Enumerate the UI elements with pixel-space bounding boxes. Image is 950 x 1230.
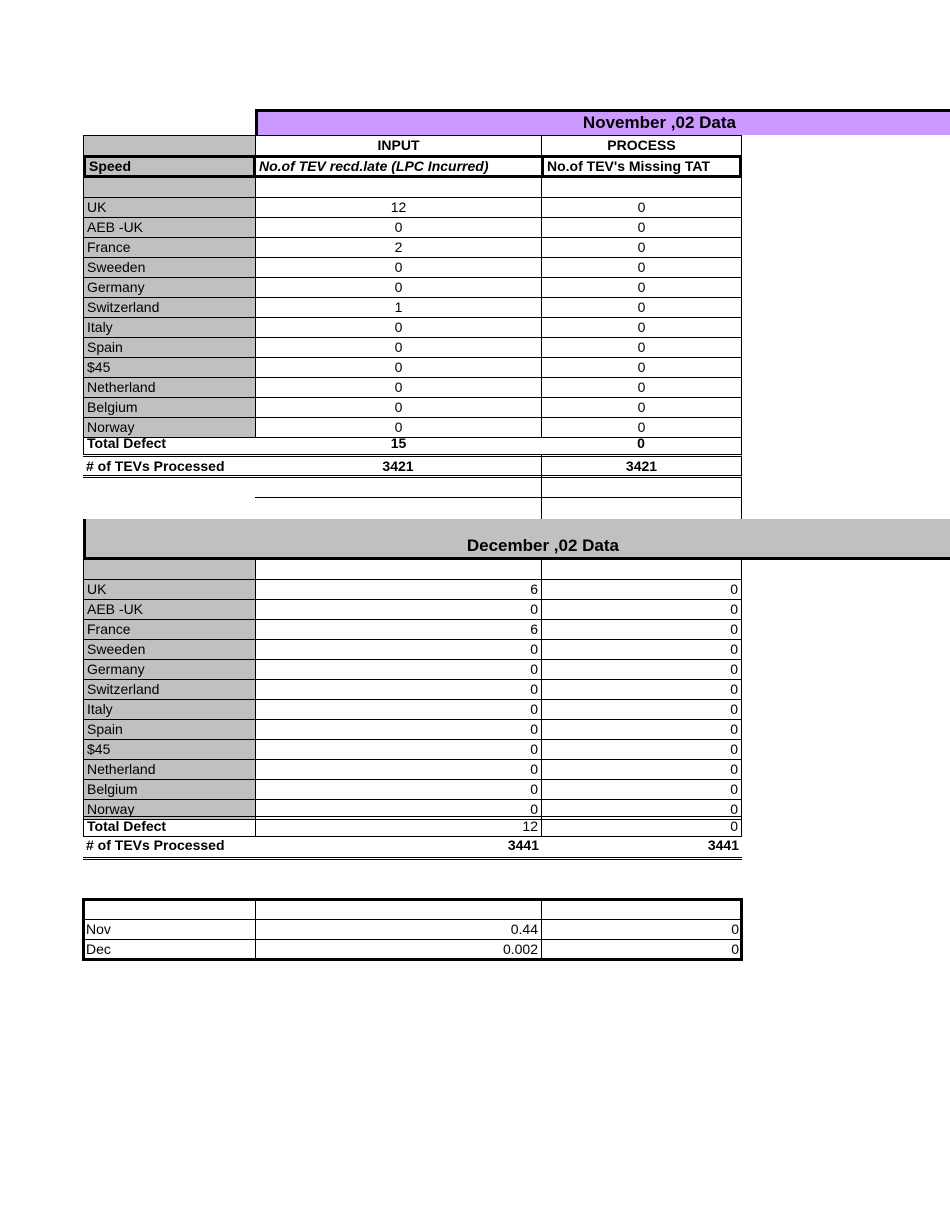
december-row-input: 0	[255, 659, 542, 680]
december-row-process: 0	[541, 739, 742, 760]
process-description: No.of TEV's Missing TAT	[541, 155, 742, 178]
november-row-process: 0	[541, 237, 742, 258]
december-row-input: 0	[255, 679, 542, 700]
november-row-process: 0	[541, 257, 742, 278]
december-row-process: 0	[541, 599, 742, 620]
summary-row-process: 0	[541, 939, 742, 960]
november-process-header: PROCESS	[541, 135, 742, 156]
summary-row-label: Nov	[83, 919, 256, 940]
summary-header-label	[83, 899, 256, 920]
summary-row-input: 0.002	[255, 939, 542, 960]
november-row-input: 12	[255, 197, 542, 218]
december-row-label: Netherland	[83, 759, 256, 780]
december-spacer-label	[83, 559, 256, 580]
december-title: December ,02 Data	[466, 536, 619, 555]
summary-row-process: 0	[541, 919, 742, 940]
november-row-process: 0	[541, 397, 742, 418]
november-row-label: Netherland	[83, 377, 256, 398]
november-row-process: 0	[541, 197, 742, 218]
december-row-label: Norway	[83, 799, 256, 820]
december-row-input: 6	[255, 579, 542, 600]
december-row-input: 0	[255, 719, 542, 740]
december-row-label: UK	[83, 579, 256, 600]
november-processed-input: 3421	[255, 454, 542, 478]
november-processed-process: 3421	[541, 454, 742, 478]
december-row-label: Belgium	[83, 779, 256, 800]
december-row-label: Germany	[83, 659, 256, 680]
november-row-input: 0	[255, 377, 542, 398]
november-row-process: 0	[541, 417, 742, 438]
november-total-process: 0	[541, 434, 742, 455]
november-input-header: INPUT	[255, 135, 542, 156]
december-total-label: Total Defect	[83, 816, 256, 837]
december-row-input: 0	[255, 639, 542, 660]
november-row-label: $45	[83, 357, 256, 378]
november-row-process: 0	[541, 357, 742, 378]
november-row-input: 0	[255, 357, 542, 378]
november-header-blank	[83, 135, 256, 156]
november-row-label: Italy	[83, 317, 256, 338]
november-spacer-input	[255, 177, 542, 198]
november-empty-process-1	[541, 477, 742, 498]
december-processed-input: 3441	[255, 836, 542, 860]
december-spacer-process	[541, 559, 742, 580]
december-total-process: 0	[541, 816, 742, 837]
november-row-process: 0	[541, 317, 742, 338]
december-row-input: 0	[255, 699, 542, 720]
summary-header-input	[255, 899, 542, 920]
december-row-process: 0	[541, 699, 742, 720]
november-row-input: 0	[255, 417, 542, 438]
december-row-label: France	[83, 619, 256, 640]
november-total-input: 15	[390, 435, 407, 451]
summary-row-input: 0.44	[255, 919, 542, 940]
november-row-label: Belgium	[83, 397, 256, 418]
november-empty-process-2	[541, 497, 742, 520]
december-total-input: 12	[255, 816, 542, 837]
december-row-process: 0	[541, 619, 742, 640]
december-row-input: 0	[255, 799, 542, 820]
november-spacer-label	[83, 177, 256, 198]
december-row-label: AEB -UK	[83, 599, 256, 620]
input-description: No.of TEV recd.late (LPC Incurred)	[255, 155, 542, 178]
november-row-process: 0	[541, 277, 742, 298]
summary-row-label: Dec	[83, 939, 256, 960]
november-total-label: Total Defect	[83, 434, 256, 455]
december-processed-label: # of TEVs Processed	[83, 836, 256, 860]
december-row-input: 0	[255, 759, 542, 780]
december-row-process: 0	[541, 779, 742, 800]
december-row-input: 0	[255, 779, 542, 800]
december-row-label: $45	[83, 739, 256, 760]
november-row-label: AEB -UK	[83, 217, 256, 238]
november-empty-input-1	[255, 477, 542, 498]
november-row-label: UK	[83, 197, 256, 218]
november-row-input: 0	[255, 277, 542, 298]
november-row-input: 0	[255, 337, 542, 358]
november-row-label: Switzerland	[83, 297, 256, 318]
december-row-label: Sweeden	[83, 639, 256, 660]
summary-header-process	[541, 899, 742, 920]
november-row-label: Sweeden	[83, 257, 256, 278]
november-row-process: 0	[541, 297, 742, 318]
december-row-label: Italy	[83, 699, 256, 720]
november-title: November ,02 Data	[582, 113, 736, 132]
december-row-process: 0	[541, 799, 742, 820]
november-spacer-process	[541, 177, 742, 198]
december-row-process: 0	[541, 659, 742, 680]
november-row-input: 1	[255, 297, 542, 318]
december-row-label: Switzerland	[83, 679, 256, 700]
november-row-input: 0	[255, 397, 542, 418]
november-row-label: France	[83, 237, 256, 258]
november-row-input: 0	[255, 317, 542, 338]
december-row-input: 0	[255, 739, 542, 760]
december-row-process: 0	[541, 759, 742, 780]
november-row-label: Norway	[83, 417, 256, 438]
november-row-label: Spain	[83, 337, 256, 358]
december-processed-process: 3441	[541, 836, 742, 860]
november-row-process: 0	[541, 217, 742, 238]
november-row-process: 0	[541, 337, 742, 358]
november-processed-label: # of TEVs Processed	[83, 454, 256, 478]
november-row-process: 0	[541, 377, 742, 398]
november-row-input: 0	[255, 257, 542, 278]
december-row-input: 6	[255, 619, 542, 640]
speed-label: Speed	[83, 155, 256, 178]
december-row-process: 0	[541, 679, 742, 700]
december-row-label: Spain	[83, 719, 256, 740]
december-row-input: 0	[255, 599, 542, 620]
december-row-process: 0	[541, 639, 742, 660]
december-row-process: 0	[541, 719, 742, 740]
december-spacer-input	[255, 559, 542, 580]
november-row-label: Germany	[83, 277, 256, 298]
november-row-input: 0	[255, 217, 542, 238]
december-row-process: 0	[541, 579, 742, 600]
november-row-input: 2	[255, 237, 542, 258]
